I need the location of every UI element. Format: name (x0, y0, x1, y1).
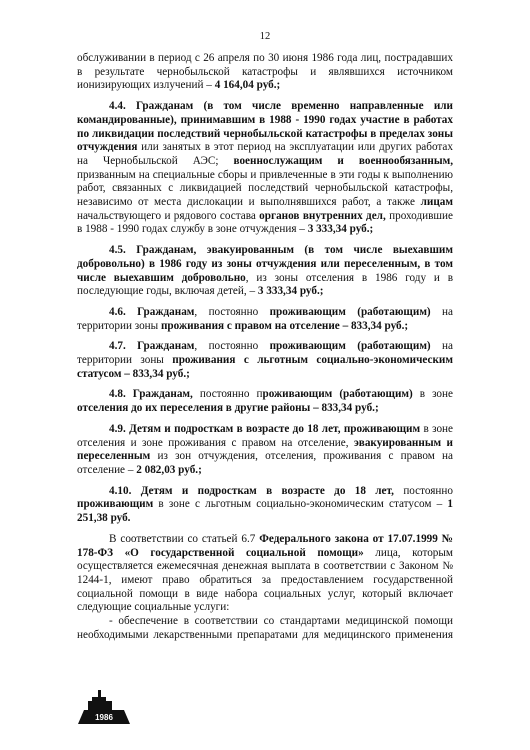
text: проходившие в 1988 - 1990 годах службу в зоне отчуждения – (77, 209, 453, 236)
amount: 3 333,34 руб.; (307, 223, 374, 236)
paragraph-intro (77, 52, 453, 93)
bold-text: проживающим (работающим) (269, 305, 431, 318)
text: или занятых в этот период на эксплуатации или других работах на Чернобыльской АЭС; (77, 141, 453, 167)
bold-text: роживающим (работающим) (262, 388, 413, 401)
paragraph-4-6 (77, 306, 453, 333)
text: в зоне с льготным социально-экономическим статусом – (153, 498, 448, 511)
paragraph-4-7 (77, 340, 453, 381)
amount: 4 164,04 руб.; (214, 79, 281, 92)
chernobyl-memorial-logo-icon (78, 690, 130, 724)
text: , постоянно (194, 305, 270, 318)
text: в зоне отселения и зоне проживания с правом на отселение, (77, 422, 454, 449)
paragraph-list-item (77, 615, 453, 642)
bold-text: военнослужащим и военнообязанным, (233, 154, 453, 167)
text: постоянно п (192, 388, 263, 401)
text: на территории зоны (77, 305, 453, 332)
text: начальствующего и рядового состава (77, 209, 260, 222)
amount: проживания с правом на отселение – 833,34 руб.; (160, 319, 409, 332)
clause-heading: 4.4. Гражданам (в том числе временно направленные или командированные), принимавшим в 1988 - 1990 годах участие в работах по ликвидации последствий чернобыльской катастрофы в пределах зоны отчуждения (77, 100, 453, 154)
amount: 1 251,38 руб. (77, 498, 453, 525)
bold-text: проживающим (работающим) (269, 340, 431, 353)
text: в зоне (412, 388, 453, 401)
clause-heading: 4.5. Гражданам, эвакуированным (в том числе выехавшим добровольно) в 1986 году из зоны отчуждения или переселенным, в том числе выехавшим добровольно (77, 244, 453, 284)
paragraph-4-4 (77, 100, 453, 237)
paragraph-4-5 (77, 244, 453, 299)
law-title: Федерального закона от 17.07.1999 № 178-ФЗ «О государственной социальной помощи» (77, 532, 453, 559)
text: , из зоны отселения в 1986 году и в последующие годы, включая детей, – (77, 271, 453, 298)
bold-text: эвакуированным и переселенным (77, 436, 453, 463)
clause-heading: 4.6. Гражданам (109, 305, 195, 318)
bold-text: проживающим (77, 498, 154, 511)
text: из зон отчуждения, отселения, проживания с правом на отселение – (77, 450, 453, 476)
text: постоянно (393, 484, 453, 497)
page-number: 12 (259, 31, 271, 42)
logo-year-text: 1986 (95, 713, 113, 722)
text: - обеспечение в соответствии со стандартами медицинской помощи необходимыми лекарственными препаратами для медицинского применения (77, 615, 453, 641)
paragraph-4-10 (77, 485, 453, 526)
clause-heading: 4.7. Гражданам (109, 340, 195, 353)
text: , постоянно (194, 340, 270, 353)
amount: 3 333,34 руб.; (257, 285, 324, 298)
paragraph-law-reference (77, 533, 453, 615)
bold-text: органов внутренних дел, (259, 209, 386, 222)
text: лица, которым осуществляется ежемесячная денежная выплата в соответствии с Законом № 1244-1, имеют право обратиться за предоставлением государственной социальной помощи в виде набора социальных услуг, который включает следующие социальные услуги: (77, 546, 453, 614)
bold-text: лицам (420, 196, 453, 209)
amount: 2 082,03 руб.; (136, 463, 202, 476)
amount: проживания с льготным социально-экономическим статусом – 833,34 руб.; (77, 354, 454, 380)
text: В соответствии со статьей 6.7 (109, 532, 260, 545)
document-body (77, 52, 453, 642)
text: на территории зоны (77, 340, 453, 367)
paragraph-4-9 (77, 423, 453, 478)
text: обслуживании в период с 26 апреля по 30 июня 1986 года лиц, пострадавших в результате чернобыльской катастрофы и являвшихся источником ионизирующих излучений – (77, 52, 453, 92)
amount: отселения до их переселения в другие районы – 833,34 руб.; (77, 402, 379, 415)
clause-heading: 4.8. Гражданам, (109, 388, 193, 401)
paragraph-4-8 (77, 388, 453, 415)
text: призванным на специальные сборы и привлеченные в эти годы к выполнению работ, связанных с ликвидацией последствий чернобыльской катастрофы, независимо от места дислокации и выполнявшихся работ, а также (77, 168, 453, 209)
clause-heading: 4.9. Детям и подросткам в возрасте до 18 лет, проживающим (109, 422, 421, 435)
clause-heading: 4.10. Детям и подросткам в возрасте до 18 лет, (109, 484, 394, 497)
